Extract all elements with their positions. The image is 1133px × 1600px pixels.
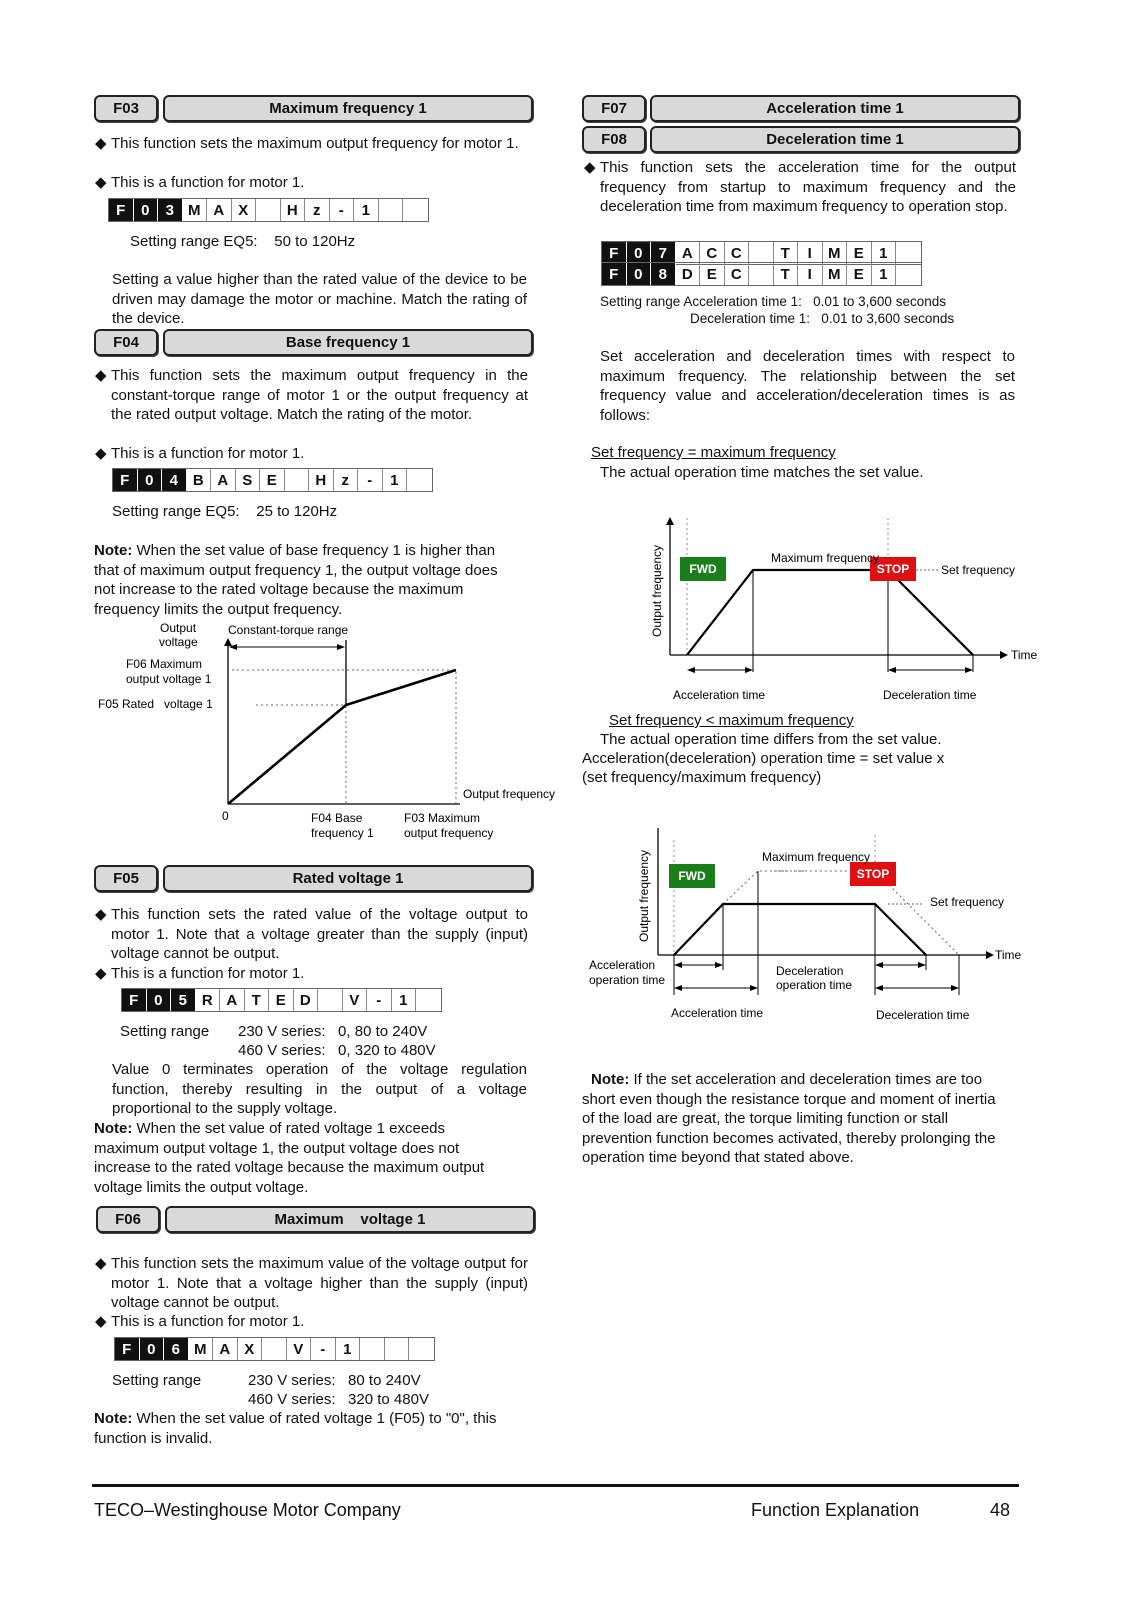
lcd-cell: E <box>847 263 872 285</box>
lcd-cell: 5 <box>171 989 196 1011</box>
lcd-cell: I <box>798 263 823 285</box>
lcd-cell: D <box>676 263 701 285</box>
footer-page-number: 48 <box>990 1500 1011 1520</box>
f06-lcd-display <box>114 1337 435 1361</box>
graph1-y-label-2: voltage <box>159 635 198 649</box>
f08-range-line-1: Setting range Acceleration time 1: 0.01 to 3,600 seconds <box>600 294 946 309</box>
f03-bullet-1: ◆ This function sets the maximum output frequency for motor 1. <box>95 135 519 152</box>
lcd-cell: F <box>113 469 138 491</box>
graph1-y-axis-arrow <box>224 638 232 646</box>
graph1-f04-label-2: frequency 1 <box>311 826 374 840</box>
accel-decel-graph-2 <box>584 820 1024 1030</box>
f05-range-label: Setting range <box>120 1023 210 1040</box>
graph2-max-freq-label: Maximum frequency <box>771 551 880 565</box>
lcd-cell: F <box>602 263 627 285</box>
case2-line-2: Acceleration(deceleration) operation time = set value x <box>582 750 945 767</box>
graph3-time-label: Time <box>995 948 1022 962</box>
f06-bullet-1: ◆ This function sets the maximum value of the voltage output for motor 1. Note that a voltage higher than the supply (input) voltage cannot be output. <box>95 1255 528 1312</box>
lcd-cell: z <box>334 469 359 491</box>
lcd-cell: 0 <box>627 242 652 264</box>
lcd-cell <box>896 242 921 264</box>
graph3-dec-op-label-1: Deceleration <box>776 964 844 978</box>
f05-title: Rated voltage 1 <box>163 865 533 892</box>
svg-text:FWD: FWD <box>678 869 706 883</box>
diamond-bullet-icon: ◆ <box>584 159 596 176</box>
lcd-cell: 0 <box>134 199 159 221</box>
lcd-cell: 0 <box>627 263 652 285</box>
f03-code-badge: F03 <box>94 95 158 122</box>
lcd-cell: 1 <box>872 263 897 285</box>
lcd-cell: F <box>122 989 147 1011</box>
f04-setting-range: Setting range EQ5: 25 to 120Hz <box>112 503 338 520</box>
f06-title: Maximum voltage 1 <box>165 1206 535 1233</box>
graph3-acc-op-label-1: Acceleration <box>589 958 656 972</box>
f03-title: Maximum frequency 1 <box>163 95 533 122</box>
f04-note: Note: When the set value of base frequency 1 is higher than that of maximum output frequency 1, the output voltage does not increase to the rated voltage because the maximum frequency limits the output frequency. <box>94 542 498 618</box>
lcd-cell <box>403 199 428 221</box>
f05-range-460: 460 V series: 0, 320 to 480V <box>238 1042 436 1059</box>
graph2-set-freq-label: Set frequency <box>941 563 1016 577</box>
lcd-cell: I <box>798 242 823 264</box>
graph2-frequency-profile <box>687 570 973 655</box>
lcd-cell <box>385 1338 410 1360</box>
lcd-cell <box>285 469 310 491</box>
diamond-bullet-icon: ◆ <box>95 135 107 152</box>
case2-line-3: (set frequency/maximum frequency) <box>582 769 822 786</box>
f07-code-badge: F07 <box>582 95 646 122</box>
lcd-cell <box>896 263 921 285</box>
f06-range-460: 460 V series: 320 to 480V <box>248 1391 429 1408</box>
graph1-origin: 0 <box>222 809 229 823</box>
lcd-cell: 1 <box>354 199 379 221</box>
lcd-cell: 3 <box>158 199 183 221</box>
f05-value0-text: Value 0 terminates operation of the voltage regulation function, thereby resulting in the output of a voltage proportional to the supply voltage. <box>112 1061 527 1118</box>
diamond-bullet-icon: ◆ <box>95 906 107 923</box>
graph1-f05-label: F05 Rated voltage 1 <box>98 697 213 711</box>
f04-lcd-display <box>112 468 433 492</box>
f08-lcd-display <box>601 262 922 286</box>
diamond-bullet-icon: ◆ <box>95 174 107 191</box>
diamond-bullet-icon: ◆ <box>95 1313 107 1330</box>
lcd-cell: A <box>211 469 236 491</box>
lcd-cell <box>318 989 343 1011</box>
graph1-x-label: Output frequency <box>463 787 556 801</box>
footer-rule <box>92 1484 1019 1487</box>
lcd-cell: F <box>115 1338 140 1360</box>
lcd-cell: 1 <box>392 989 417 1011</box>
lcd-cell: B <box>187 469 212 491</box>
lcd-cell: E <box>260 469 285 491</box>
lcd-cell: 1 <box>872 242 897 264</box>
svg-text:FWD: FWD <box>689 562 717 576</box>
graph3-dec-time-label: Deceleration time <box>876 1008 970 1022</box>
lcd-cell: D <box>294 989 319 1011</box>
diamond-bullet-icon: ◆ <box>95 1255 107 1272</box>
graph3-max-freq-label: Maximum frequency <box>762 850 871 864</box>
lcd-cell: T <box>774 263 799 285</box>
f05-lcd-display <box>121 988 442 1012</box>
lcd-cell: E <box>700 263 725 285</box>
case1-text: The actual operation time matches the set value. <box>600 464 924 481</box>
lcd-cell: 8 <box>651 263 676 285</box>
footer-company: TECO–Westinghouse Motor Company <box>94 1500 401 1520</box>
f08-code-badge: F08 <box>582 126 646 153</box>
f05-code-badge: F05 <box>94 865 158 892</box>
f05-bullet-2: ◆ This is a function for motor 1. <box>95 965 305 982</box>
lcd-cell: T <box>774 242 799 264</box>
lcd-cell: F <box>109 199 134 221</box>
lcd-cell <box>749 263 774 285</box>
f05-note: Note: When the set value of rated voltage 1 exceeds maximum output voltage 1, the output voltage does not increase to the rated voltage because the maximum output voltage limits the output voltage. <box>94 1120 485 1196</box>
graph1-f03-label-2: output frequency <box>404 826 494 840</box>
lcd-cell: A <box>220 989 245 1011</box>
lcd-cell: X <box>232 199 257 221</box>
f04-bullet-2: ◆ This is a function for motor 1. <box>95 445 305 462</box>
lcd-cell: - <box>330 199 355 221</box>
case2-line-1: The actual operation time differs from the set value. <box>600 731 942 748</box>
lcd-cell: V <box>343 989 368 1011</box>
f07-title: Acceleration time 1 <box>650 95 1020 122</box>
lcd-cell: M <box>823 263 848 285</box>
lcd-cell: H <box>309 469 334 491</box>
lcd-cell: A <box>213 1338 238 1360</box>
graph2-y-label: Output frequency <box>650 544 664 637</box>
lcd-cell: 6 <box>164 1338 189 1360</box>
graph3-dec-op-label-2: operation time <box>776 978 853 992</box>
f06-bullet-2: ◆ This is a function for motor 1. <box>95 1313 305 1330</box>
graph1-f03-label-1: F03 Maximum <box>404 811 481 825</box>
lcd-cell: A <box>207 199 232 221</box>
lcd-cell: M <box>823 242 848 264</box>
lcd-cell: 1 <box>383 469 408 491</box>
lcd-cell: z <box>305 199 330 221</box>
f06-range-label: Setting range <box>112 1372 202 1389</box>
f06-code-badge: F06 <box>96 1206 160 1233</box>
accel-decel-graph-1 <box>640 512 1050 707</box>
f08-paragraph: Set acceleration and deceleration times with respect to maximum frequency. The relationship between the set frequency value and acceleration/deceleration times is as follows: <box>600 348 1015 424</box>
f08-bullet-1: ◆ This function sets the acceleration time for the output frequency from startup to maximum frequency and the deceleration time from maximum frequency to operation stop. <box>584 159 1016 216</box>
lcd-cell: 0 <box>147 989 172 1011</box>
lcd-cell: - <box>358 469 383 491</box>
lcd-cell: S <box>236 469 261 491</box>
lcd-cell: E <box>269 989 294 1011</box>
f08-note: Note: If the set acceleration and deceleration times are too short even though the resistance torque and moment of inertia of the load are great, the torque limiting function or stall prevention function becomes activated, thereby prolonging the operation time beyond that stated above. <box>582 1071 996 1167</box>
lcd-cell <box>360 1338 385 1360</box>
lcd-cell <box>262 1338 287 1360</box>
svg-text:STOP: STOP <box>856 867 890 881</box>
graph2-dec-time-label: Deceleration time <box>883 688 977 702</box>
f03-bullet-2: ◆ This is a function for motor 1. <box>95 174 305 191</box>
graph3-acc-op-label-2: operation time <box>589 973 666 987</box>
lcd-cell: - <box>367 989 392 1011</box>
f06-note: Note: When the set value of rated voltage 1 (F05) to "0", this function is invalid. <box>94 1410 497 1447</box>
graph1-f06-label-2: output voltage 1 <box>126 672 212 686</box>
lcd-cell: C <box>725 242 750 264</box>
graph1-vf-curve <box>228 670 456 804</box>
lcd-cell <box>409 1338 434 1360</box>
graph1-f04-label-1: F04 Base <box>311 811 363 825</box>
lcd-cell <box>407 469 432 491</box>
f03-setting-range: Setting range EQ5: 50 to 120Hz <box>130 233 356 250</box>
diamond-bullet-icon: ◆ <box>95 965 107 982</box>
lcd-cell: 0 <box>140 1338 165 1360</box>
graph2-acc-time-label: Acceleration time <box>673 688 766 702</box>
footer-section: Function Explanation <box>751 1500 920 1520</box>
f03-lcd-display <box>108 198 429 222</box>
lcd-cell: E <box>847 242 872 264</box>
f03-warning: Setting a value higher than the rated value of the device to be driven may damage the motor or machine. Match the rating of the device. <box>112 271 527 328</box>
f06-range-230: 230 V series: 80 to 240V <box>248 1372 421 1389</box>
graph3-frequency-profile <box>674 904 926 955</box>
svg-text:STOP: STOP <box>876 562 910 576</box>
lcd-cell <box>256 199 281 221</box>
lcd-cell: T <box>245 989 270 1011</box>
diamond-bullet-icon: ◆ <box>95 367 107 384</box>
f04-bullet-1: ◆ This function sets the maximum output frequency in the constant-torque range of motor 1 or the output frequency at the rated output voltage. Match the rating of the motor. <box>95 367 528 424</box>
f08-title: Deceleration time 1 <box>650 126 1020 153</box>
lcd-cell: 0 <box>138 469 163 491</box>
case1-title: Set frequency = maximum frequency <box>591 444 836 461</box>
graph3-y-label: Output frequency <box>637 849 651 942</box>
f04-code-badge: F04 <box>94 329 158 356</box>
lcd-cell: R <box>196 989 221 1011</box>
f05-range-230: 230 V series: 0, 80 to 240V <box>238 1023 428 1040</box>
lcd-cell: M <box>183 199 208 221</box>
lcd-cell: 7 <box>651 242 676 264</box>
f04-title: Base frequency 1 <box>163 329 533 356</box>
graph1-f06-label-1: F06 Maximum <box>126 657 203 671</box>
graph3-set-freq-label: Set frequency <box>930 895 1005 909</box>
lcd-cell: X <box>238 1338 263 1360</box>
graph2-time-label: Time <box>1011 648 1038 662</box>
case2-title: Set frequency < maximum frequency <box>609 712 854 729</box>
f05-bullet-1: ◆ This function sets the rated value of the voltage output to motor 1. Note that a voltage greater than the supply (input) voltage cannot be output. <box>95 906 528 963</box>
lcd-cell: H <box>281 199 306 221</box>
lcd-cell <box>749 242 774 264</box>
lcd-cell <box>379 199 404 221</box>
lcd-cell: C <box>700 242 725 264</box>
graph3-acc-time-label: Acceleration time <box>671 1006 764 1020</box>
lcd-cell: 1 <box>336 1338 361 1360</box>
lcd-cell: C <box>725 263 750 285</box>
voltage-frequency-graph <box>92 618 572 848</box>
lcd-cell: M <box>189 1338 214 1360</box>
lcd-cell: - <box>311 1338 336 1360</box>
lcd-cell <box>416 989 441 1011</box>
graph1-region-label: Constant-torque range <box>228 623 349 637</box>
lcd-cell: 4 <box>162 469 187 491</box>
graph1-y-label-1: Output <box>160 621 197 635</box>
lcd-cell: A <box>676 242 701 264</box>
lcd-cell: F <box>602 242 627 264</box>
diamond-bullet-icon: ◆ <box>95 445 107 462</box>
lcd-cell: V <box>287 1338 312 1360</box>
f08-range-line-2: Deceleration time 1: 0.01 to 3,600 seconds <box>690 311 955 326</box>
